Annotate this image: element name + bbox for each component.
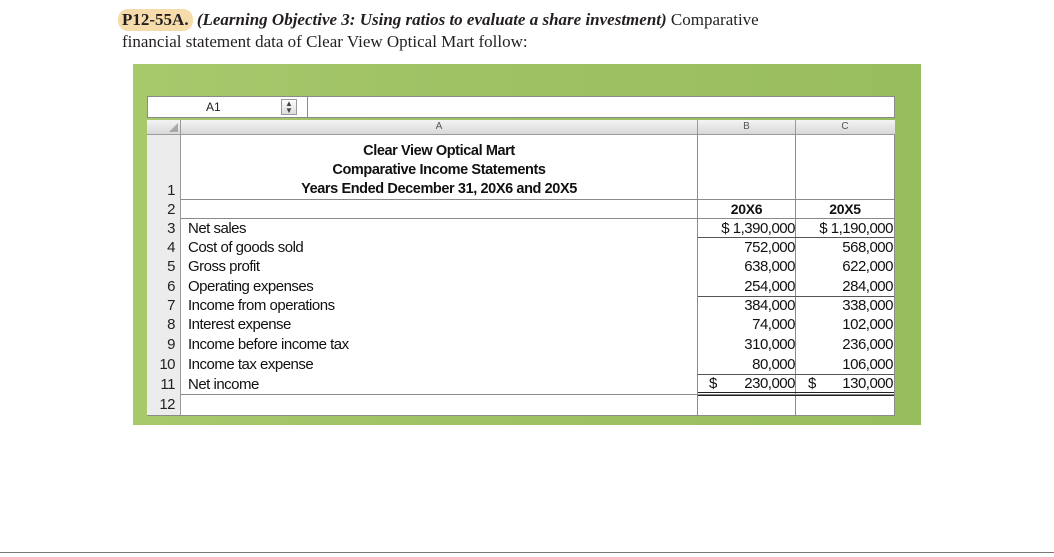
gridline xyxy=(894,135,895,416)
row-number[interactable]: 4 xyxy=(167,239,175,256)
row-number[interactable]: 10 xyxy=(159,356,175,373)
row-number[interactable]: 12 xyxy=(159,396,175,413)
row-label: Net income xyxy=(188,376,259,393)
learning-objective: (Learning Objective 3: Using ratios to evaluate a share investment) xyxy=(196,10,667,29)
heading-line2: financial statement data of Clear View Optical Mart follow: xyxy=(122,32,528,51)
value-20x6: 254,000 xyxy=(744,278,795,295)
select-all-corner[interactable] xyxy=(147,120,181,134)
value-20x5: 106,000 xyxy=(842,356,893,373)
statement-name: Comparative Income Statements xyxy=(332,162,546,178)
row-number[interactable]: 8 xyxy=(167,316,175,333)
company-name: Clear View Optical Mart xyxy=(363,143,515,159)
value-20x5: 102,000 xyxy=(842,316,893,333)
row-number[interactable]: 7 xyxy=(167,297,175,314)
row-label: Interest expense xyxy=(188,316,291,333)
column-header-a[interactable]: A xyxy=(181,120,698,134)
value-20x6: 384,000 xyxy=(744,297,795,314)
column-header-row xyxy=(147,120,895,135)
row-number[interactable]: 1 xyxy=(167,182,175,199)
select-all-icon xyxy=(169,123,178,132)
row-label: Income tax expense xyxy=(188,356,314,373)
value-20x5: 284,000 xyxy=(842,278,893,295)
row-label: Income from operations xyxy=(188,297,335,314)
row-label: Gross profit xyxy=(188,258,260,275)
name-box[interactable]: A1 xyxy=(206,100,221,114)
value-20x5: 236,000 xyxy=(842,336,893,353)
row-number[interactable]: 3 xyxy=(167,220,175,237)
spreadsheet xyxy=(147,120,895,416)
page-divider xyxy=(0,552,1054,553)
value-20x6: $ 1,390,000 xyxy=(721,220,795,237)
row-number[interactable]: 5 xyxy=(167,258,175,275)
column-header-b[interactable]: B xyxy=(698,120,796,134)
statement-title xyxy=(181,142,697,199)
statement-period: Years Ended December 31, 20X6 and 20X5 xyxy=(301,181,577,197)
row-number[interactable]: 2 xyxy=(167,201,175,218)
formula-bar xyxy=(147,96,895,118)
formula-divider xyxy=(307,97,308,117)
row-label: Net sales xyxy=(188,220,247,237)
value-20x6: 230,000 xyxy=(744,375,795,392)
row-number[interactable]: 6 xyxy=(167,278,175,295)
problem-heading xyxy=(122,9,1022,53)
value-20x6: 80,000 xyxy=(752,356,795,373)
row-number[interactable]: 9 xyxy=(167,336,175,353)
year-header-c: 20X5 xyxy=(829,201,861,217)
column-header-c[interactable]: C xyxy=(841,121,849,132)
year-header-b: 20X6 xyxy=(730,201,763,217)
double-underline xyxy=(698,395,894,396)
row-number[interactable]: 11 xyxy=(160,376,175,393)
name-box-stepper-icon[interactable]: ▲ ▼ xyxy=(281,99,297,115)
value-20x5: 338,000 xyxy=(842,297,893,314)
problem-id: P12-55A. xyxy=(118,9,193,31)
value-20x6: 74,000 xyxy=(752,316,795,333)
currency-sign: $ xyxy=(709,375,718,392)
value-20x6: 752,000 xyxy=(744,239,795,256)
value-20x5: $ 1,190,000 xyxy=(819,220,893,237)
value-20x5: 622,000 xyxy=(842,258,893,275)
value-20x5: 130,000 xyxy=(842,375,893,392)
heading-line1-rest: Comparative xyxy=(670,10,759,29)
value-20x6: 310,000 xyxy=(744,336,795,353)
value-20x5: 568,000 xyxy=(842,239,893,256)
value-20x6: 638,000 xyxy=(744,258,795,275)
currency-sign: $ xyxy=(808,375,817,392)
row-label: Income before income tax xyxy=(188,336,349,353)
row-label: Cost of goods sold xyxy=(188,239,304,256)
row-label: Operating expenses xyxy=(188,278,314,295)
gridline xyxy=(147,415,895,416)
